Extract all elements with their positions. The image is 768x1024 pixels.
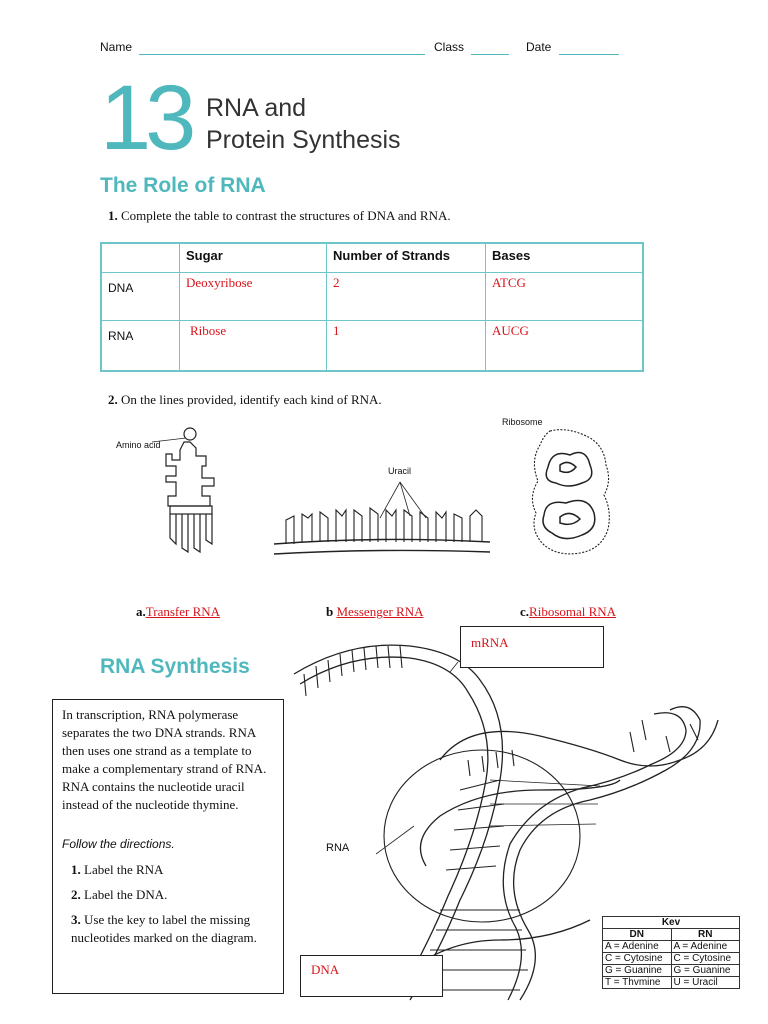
- answer-a-text[interactable]: Transfer RNA: [145, 604, 221, 619]
- row-label-rna: RNA: [101, 321, 180, 371]
- key-cell: C = Cytosine: [603, 953, 672, 965]
- date-line[interactable]: [559, 40, 619, 55]
- step-3-text: Use the key to label the missing nucleotides marked on the diagram.: [71, 912, 257, 945]
- name-label: Name: [100, 40, 133, 54]
- answer-b-prefix: b: [326, 604, 334, 619]
- chapter-title-line1: RNA and: [206, 94, 307, 122]
- key-cell: A = Adenine: [671, 941, 740, 953]
- chapter-title-line2: Protein Synthesis: [206, 126, 401, 154]
- step-2-text: Label the DNA.: [84, 887, 168, 902]
- chapter-number: 13: [100, 67, 191, 169]
- question-1: [108, 208, 451, 224]
- table-row: [603, 941, 740, 953]
- answer-a: [136, 604, 220, 620]
- section-heading-role: The Role of RNA: [100, 174, 266, 197]
- class-line[interactable]: [471, 40, 509, 55]
- cell-rna-bases[interactable]: AUCG: [486, 321, 644, 371]
- key-cell: A = Adenine: [603, 941, 672, 953]
- key-col-dna: DN: [603, 929, 672, 941]
- key-cell: U = Uracil: [671, 977, 740, 989]
- instructions-intro: In transcription, RNA polymerase separates the two DNA strands. RNA then uses one strand as a template to make a complementary strand of RNA. RNA contains the nucleotide uracil instead of the nucleotide thymine.: [62, 707, 267, 812]
- cell-rna-strands[interactable]: 1: [327, 321, 486, 371]
- dna-label-box[interactable]: [300, 955, 443, 997]
- mrna-label-box[interactable]: [460, 626, 604, 668]
- date-row: [526, 40, 619, 55]
- dna-rna-table: [100, 242, 644, 372]
- chapter-title: [206, 92, 401, 156]
- directions-label: Follow the directions.: [62, 837, 175, 851]
- table-row: [603, 953, 740, 965]
- answer-b: [326, 604, 424, 620]
- q1-number: 1.: [108, 208, 118, 223]
- q2-number: 2.: [108, 392, 118, 407]
- step-2-num: 2.: [71, 887, 81, 902]
- step-3-num: 3.: [71, 912, 81, 927]
- mrna-diagram: [270, 470, 496, 560]
- table-header-blank: [101, 243, 180, 273]
- name-row: [100, 40, 425, 55]
- key-cell: C = Cytosine: [671, 953, 740, 965]
- label-ribosome: Ribosome: [502, 417, 543, 427]
- key-cell: G = Guanine: [603, 965, 672, 977]
- ribosome-diagram: [526, 425, 616, 560]
- section-heading-synthesis: RNA Synthesis: [100, 655, 250, 678]
- q2-text: On the lines provided, identify each kind of RNA.: [121, 392, 382, 407]
- row-label-dna: DNA: [101, 273, 180, 321]
- table-row: [603, 965, 740, 977]
- table-header-strands: Number of Strands: [327, 243, 486, 273]
- step-1-text: Label the RNA: [84, 862, 164, 877]
- answer-c-prefix: c.: [520, 604, 530, 619]
- table-row: [101, 321, 643, 371]
- step-2: [71, 887, 167, 903]
- table-header-bases: Bases: [486, 243, 644, 273]
- step-3: [71, 911, 271, 947]
- label-uracil: Uracil: [388, 466, 412, 476]
- cell-dna-sugar[interactable]: Deoxyribose: [180, 273, 327, 321]
- answer-b-text[interactable]: Messenger RNA: [336, 604, 424, 619]
- key-cell: G = Guanine: [671, 965, 740, 977]
- table-header-sugar: Sugar: [180, 243, 327, 273]
- answer-a-prefix: a.: [136, 604, 146, 619]
- nucleotide-key: [602, 916, 740, 989]
- question-2: [108, 392, 382, 408]
- label-amino-acid: Amino acid: [116, 440, 161, 450]
- class-row: [434, 40, 509, 55]
- key-cell: T = Thvmine: [603, 977, 672, 989]
- class-label: Class: [434, 40, 465, 54]
- table-row: [603, 977, 740, 989]
- key-col-rna: RN: [671, 929, 740, 941]
- cell-dna-strands[interactable]: 2: [327, 273, 486, 321]
- instructions-box: [52, 699, 284, 994]
- rna-label: RNA: [326, 842, 350, 854]
- q1-text: Complete the table to contrast the structures of DNA and RNA.: [121, 208, 451, 223]
- name-line[interactable]: [139, 40, 425, 55]
- step-1-num: 1.: [71, 862, 81, 877]
- answer-c: [520, 604, 616, 620]
- table-row: [101, 273, 643, 321]
- mrna-label: mRNA: [471, 635, 509, 650]
- dna-label: DNA: [311, 962, 340, 977]
- step-1: [71, 862, 163, 878]
- answer-c-text[interactable]: Ribosomal RNA: [529, 604, 617, 619]
- key-title: Kev: [603, 917, 740, 929]
- cell-dna-bases[interactable]: ATCG: [486, 273, 644, 321]
- date-label: Date: [526, 40, 552, 54]
- cell-rna-sugar[interactable]: Ribose: [180, 321, 327, 371]
